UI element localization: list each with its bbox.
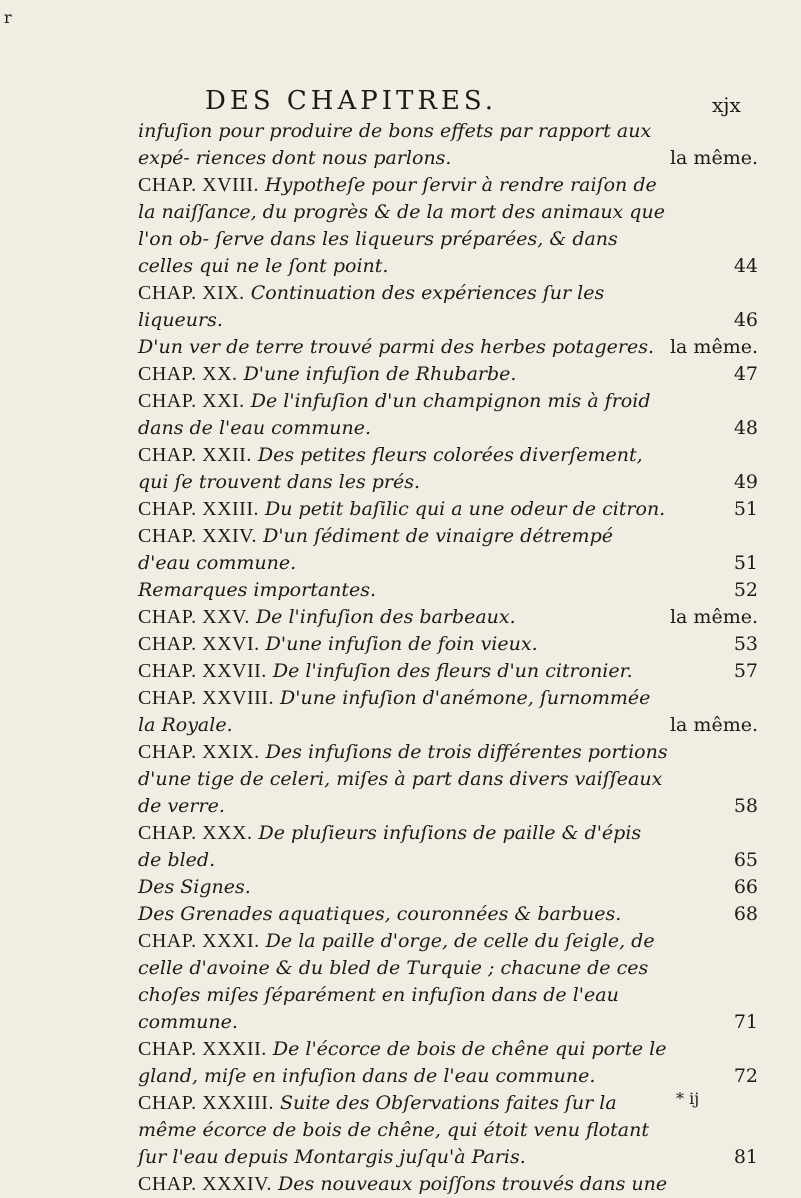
running-head: DES CHAPITRES. xyxy=(205,86,498,116)
toc-entry xyxy=(138,361,760,388)
toc-entry xyxy=(138,280,760,334)
chapter-title: De l'infuſion des fleurs d'un citronier. xyxy=(272,660,633,682)
chapter-title: De pluſieurs infuſions de paille & d'épis de bled. xyxy=(138,822,642,871)
chapter-title: Des petites fleurs colorées diverſement, qui ſe trouvent dans les prés. xyxy=(138,444,643,493)
corner-mark: r xyxy=(4,8,12,27)
chapter-label: CHAP. XVIII. xyxy=(138,174,259,196)
toc-entry xyxy=(138,739,760,820)
toc-entry xyxy=(138,442,760,496)
chapter-title: Remarques importantes. xyxy=(138,579,377,601)
folio: xjx xyxy=(712,93,741,117)
chapter-title: D'un ſédiment de vinaigre détrempé d'eau commune. xyxy=(138,525,613,574)
chapter-label: CHAP. XXVI. xyxy=(138,633,260,655)
page-number: 57 xyxy=(728,658,758,685)
chapter-label: CHAP. XXXI. xyxy=(138,930,260,952)
page-number: 53 xyxy=(728,631,758,658)
chapter-title: D'une infuſion de foin vieux. xyxy=(265,633,538,655)
page-number: 48 xyxy=(728,415,758,442)
chapter-label: CHAP. XIX. xyxy=(138,282,245,304)
toc-entry xyxy=(138,658,760,685)
chapter-label: CHAP. XXVII. xyxy=(138,660,267,682)
page-number: 51 xyxy=(728,550,758,577)
chapter-title: De la paille d'orge, de celle du ſeigle, de celle d'avoine & du bled de Turquie ; chacune de ces choſes miſes ſéparément en infuſion dans de l'eau commune. xyxy=(138,930,655,1033)
chapter-title: De l'infuſion d'un champignon mis à froid dans de l'eau commune. xyxy=(138,390,651,439)
chapter-label: CHAP. XXVIII. xyxy=(138,687,274,709)
chapter-title: Hypotheſe pour ſervir à rendre raiſon de la naiſſance, du progrès & de la mort des animaux que l'on ob- ſerve dans les liqueurs préparées, & dans celles qui ne le ſont point. xyxy=(138,174,665,277)
toc-entry xyxy=(138,820,760,874)
toc-entry xyxy=(138,1171,760,1198)
chapter-title: Suite des Obſervations faites ſur la même écorce de bois de chêne, qui étoit venu flotant ſur l'eau depuis Montargis juſqu'à Paris. xyxy=(138,1092,649,1168)
chapter-label: CHAP. XXII. xyxy=(138,444,252,466)
chapter-label: CHAP. XXIII. xyxy=(138,498,259,520)
chapter-title: D'une infuſion de Rhubarbe. xyxy=(243,363,517,385)
page-number: la même. xyxy=(664,145,758,172)
chapter-label: CHAP. XXIV. xyxy=(138,525,258,547)
chapter-label: CHAP. XXXII. xyxy=(138,1038,267,1060)
toc-entry xyxy=(138,928,760,1036)
toc-entry xyxy=(138,118,760,172)
page-number: 68 xyxy=(728,901,758,928)
chapter-title: Continuation des expériences ſur les liqueurs. xyxy=(138,282,605,331)
page-number: 66 xyxy=(728,874,758,901)
page-number: 65 xyxy=(728,847,758,874)
page-number: 52 xyxy=(728,577,758,604)
page-number: 46 xyxy=(728,307,758,334)
toc-entry xyxy=(138,685,760,739)
toc-entry xyxy=(138,604,760,631)
chapter-label: CHAP. XXI. xyxy=(138,390,245,412)
chapter-title: infuſion pour produire de bons effets par rapport aux expé- riences dont nous parlons. xyxy=(138,120,652,169)
page-number: 47 xyxy=(728,361,758,388)
page-number: 72 xyxy=(728,1063,758,1090)
toc-entry xyxy=(138,1090,760,1171)
page-number: la même. xyxy=(664,334,758,361)
page-number: 51 xyxy=(728,496,758,523)
chapter-title: Des Signes. xyxy=(138,876,251,898)
chapter-label: CHAP. XXX. xyxy=(138,822,253,844)
chapter-label: CHAP. XX. xyxy=(138,363,238,385)
chapter-title: De l'écorce de bois de chêne qui porte le gland, miſe en infuſion dans de l'eau commune. xyxy=(138,1038,667,1087)
chapter-title: De l'infuſion des barbeaux. xyxy=(255,606,516,628)
toc-entry xyxy=(138,388,760,442)
toc-entry xyxy=(138,523,760,577)
toc-entry xyxy=(138,496,760,523)
chapter-title: Des nouveaux poiſſons trouvés dans une xyxy=(278,1173,668,1195)
page-number: 81 xyxy=(728,1144,758,1171)
toc-entry xyxy=(138,874,760,901)
toc-entry xyxy=(138,1036,760,1090)
toc-entry xyxy=(138,334,760,361)
chapter-title: Des Grenades aquatiques, couronnées & barbues. xyxy=(138,903,622,925)
chapter-title: Des infuſions de trois différentes portions d'une tige de celeri, miſes à part dans divers vaiſſeaux de verre. xyxy=(138,741,668,817)
table-of-contents xyxy=(138,118,760,1198)
chapter-title: D'un ver de terre trouvé parmi des herbes potageres. xyxy=(138,336,655,358)
toc-entry xyxy=(138,577,760,604)
toc-entry xyxy=(138,901,760,928)
page-number: 58 xyxy=(728,793,758,820)
chapter-title: Du petit baſilic qui a une odeur de citron. xyxy=(265,498,666,520)
page-number: la même. xyxy=(664,712,758,739)
toc-entry xyxy=(138,631,760,658)
page-number: 71 xyxy=(728,1009,758,1036)
chapter-label: CHAP. XXXIII. xyxy=(138,1092,274,1114)
catchword: * ij xyxy=(676,1089,700,1108)
page-number: la même. xyxy=(664,604,758,631)
chapter-title: D'une infuſion d'anémone, ſurnommée la Royale. xyxy=(138,687,651,736)
chapter-label: CHAP. XXIX. xyxy=(138,741,260,763)
chapter-label: CHAP. XXV. xyxy=(138,606,250,628)
toc-entry xyxy=(138,172,760,280)
chapter-label: CHAP. XXXIV. xyxy=(138,1173,272,1195)
page-number: 49 xyxy=(728,469,758,496)
page-number: 44 xyxy=(728,253,758,280)
